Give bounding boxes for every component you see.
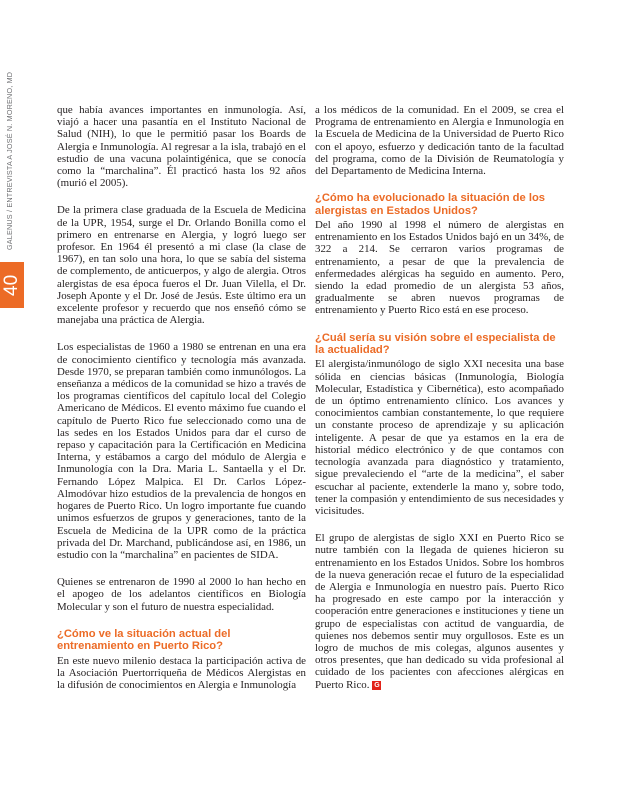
paragraph-text: El grupo de alergistas de siglo XXI en Puerto Rico se nutre también con la llegada de quienes hicieron su entrenamiento en los Estados Unidos. Sobre los hombros de la nueva generación recae el futuro de la especialidad de Alergia e Inmunología en nuestro país. Puerto Rico ha progresado en este campo por la interacción y cooperación entre generaciones e instituciones y tiene un grupo de especialistas con actitud de vanguardia, de quienes nos debemos sentir muy orgullosos. Este es un logro de muchos de mis colegas, algunos ausentes y otros presentes, que han dedicado su vida profesional al cuidado de los pacientes con afecciones alérgicas en Puerto Rico. bbox=[315, 532, 564, 691]
left-column bbox=[57, 104, 306, 706]
running-head: GALENUS / ENTREVISTA A JOSÉ N. MORENO, MD bbox=[5, 72, 14, 251]
side-margin bbox=[0, 0, 24, 804]
paragraph-final bbox=[315, 532, 564, 691]
page-number: 40 bbox=[1, 274, 22, 296]
section-heading: ¿Cuál sería su visión sobre el especialista de la actualidad? bbox=[315, 331, 556, 357]
end-of-article-icon: G bbox=[374, 681, 380, 689]
paragraph: Quienes se entrenaron de 1990 al 2000 lo han hecho en el apogeo de los adelantos científicos en Biología Molecular y son el futuro de nuestra especialidad. bbox=[57, 576, 306, 613]
section-heading: ¿Cómo ve la situación actual del entrenamiento en Puerto Rico? bbox=[57, 627, 231, 653]
paragraph: En este nuevo milenio destaca la participación activa de la Asociación Puertorriqueña de Médicos Alergistas en la difusión de conocimientos en Alergia e Inmunología bbox=[57, 654, 306, 691]
paragraph: que había avances importantes en inmunología. Así, viajó a hacer una pasantía en el Instituto Nacional de Salud (NIH), lo que le permitió pasar los Boards de Alergia e Inmunología. Al regresar a la isla, trabajó en el estudio de una vacuna polaintigénica, que se conocía como la “marchalina”. Él practicó hasta los 92 años (murió el 2005). bbox=[57, 104, 306, 190]
paragraph: El alergista/inmunólogo de siglo XXI necesita una base sólida en ciencias básicas (Inmunología, Biología Molecular, Estadística y Cibernética), esto acompañado de un óptimo entrenamiento clínico. Los avances y conocimientos cambian constantemente, lo que requiere un constante proceso de aprendizaje y su aplicación inteligente. A pesar de que ya estamos en la era de historial médico electrónico y de que contamos con tecnología avanzada para diagnóstico y tratamiento, sigue prevaleciendo el “arte de la medicina”, el saber escuchar al paciente, extenderle la mano y, sobre todo, tener la compasión y entendimiento de sus necesidades y vicisitudes. bbox=[315, 358, 564, 517]
paragraph: De la primera clase graduada de la Escuela de Medicina de la UPR, 1954, surge el Dr. Orlando Bonilla como el primero en entrenarse en Alergia, y logró luego ser profesor. En 1964 él presentó a mi clase (la clase de 1967), en tan solo una hora, lo que se sabía del sistema de complemento, de anticuerpos, y algo de alergia. Otros alergistas de esa época fueros el Dr. Juan Vilella, el Dr. Joseph Aponte y el Dr. José de Jesús. Este último era un excelente profesor y recuerdo que nos enseñó cómo se manejaba una práctica de Alergia. bbox=[57, 204, 306, 327]
paragraph: Los especialistas de 1960 a 1980 se entrenan en una era de conocimiento científico y tecnología más avanzada. Desde 1970, se preparan también como inmunólogos. La enseñanza a médicos de la comunidad se hizo a través de los programas científicos del capítulo local del Colegio Americano de Médicos. El evento máximo fue cuando el capítulo de Puerto Rico fue seleccionado como una de las sedes en los Estados Unidos para dar el curso de repaso y capacitación para la Certificación en Medicina Interna, y estábamos a cargo del módulo de Alergia e Inmunología con la Dra. Maria L. Santaella y el Dr. Fernando López Malpica. El Dr. Carlos López-Almodóvar hizo estudios de la prevalencia de hongos en hogares de Puerto Rico. Un logro importante fue cuando unimos esfuerzos de grupos y generaciones, tanto de la Escuela de Medicina de la UPR como de la práctica privada del Dr. Marchand, publicándose así, en 1986, un estudio con la “marchalina” en pacientes de SIDA. bbox=[57, 341, 306, 561]
paragraph: Del año 1990 al 1998 el número de alergistas en entrenamiento en los Estados Unidos bajó en un 34%, de 322 a 214. Se cerraron varios programas de entrenamiento, a pesar de que la prevalencia de enfermedades alérgicas ha seguido en aumento. Pero, siendo la edad promedio de un alergista 53 años, gradualmente se abren nuevos programas de entrenamiento y Puerto Rico está en ese proceso. bbox=[315, 219, 564, 317]
paragraph: a los médicos de la comunidad. En el 2009, se crea el Programa de entrenamiento en Alergia e Inmunología en la Escuela de Medicina de la Universidad de Puerto Rico con el apoyo, esfuerzo y dedicación tanto de la facultad del programa, como de la División de Reumatología y del Departamento de Medicina Interna. bbox=[315, 104, 564, 178]
right-column bbox=[315, 104, 564, 706]
section-heading: ¿Cómo ha evolucionado la situación de los alergistas en Estados Unidos? bbox=[315, 192, 545, 217]
